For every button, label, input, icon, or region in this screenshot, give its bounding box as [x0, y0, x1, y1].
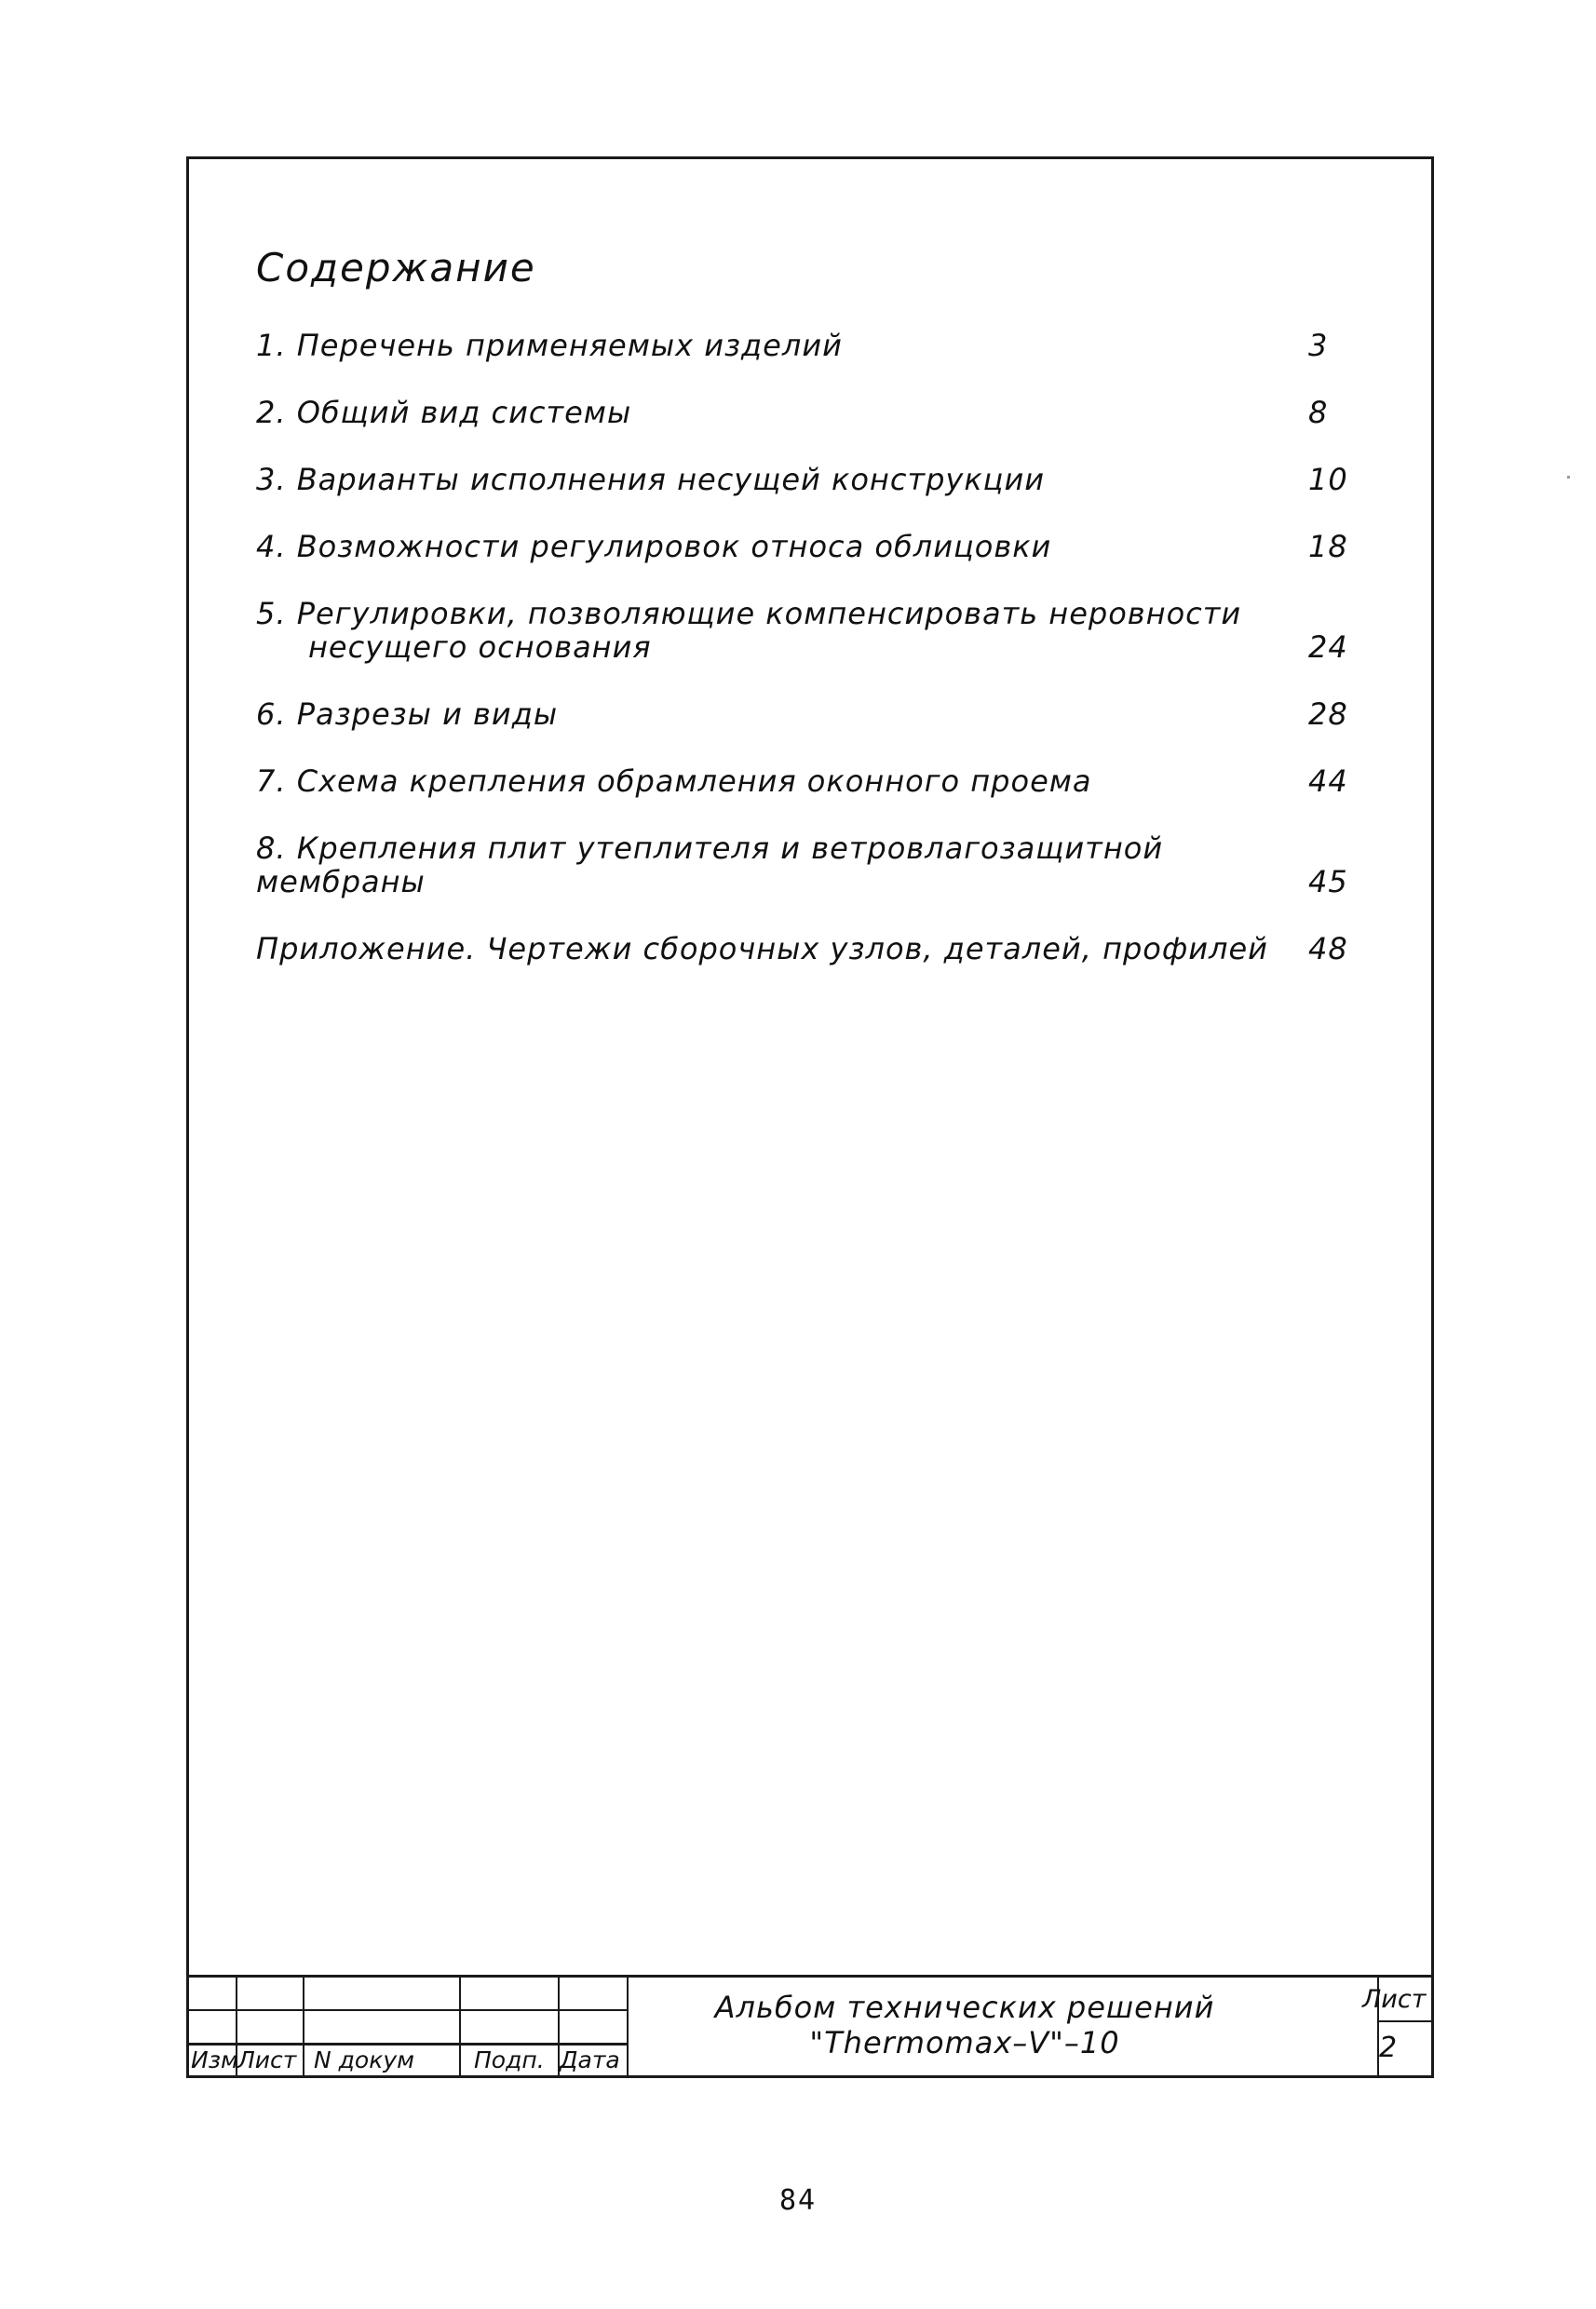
- toc-entry-text: [256, 596, 1242, 665]
- toc-entry-line: 2. Общий вид системы: [256, 395, 632, 430]
- stamp-label-izm: Изм: [191, 2046, 238, 2073]
- toc-entry-line: Приложение. Чертежи сборочных узлов, деталей, профилей: [256, 931, 1268, 966]
- sheet-number: 2: [1379, 2032, 1398, 2064]
- toc-entry-line: 6. Разрезы и виды: [256, 696, 559, 732]
- toc-entry-text: [256, 530, 1234, 563]
- scan-speck: [1567, 476, 1570, 479]
- toc-entry-line: 4. Возможности регулировок относа облицовки: [256, 529, 1052, 564]
- toc-entry-page: 10: [1308, 462, 1348, 497]
- toc-entry-page: 44: [1308, 763, 1348, 799]
- toc-entry-line: 8. Крепления плит утеплителя и ветровлагозащитной: [256, 830, 1164, 866]
- toc-entry-line: 7. Схема крепления обрамления оконного проема: [256, 763, 1092, 799]
- toc-entry-page: 8: [1308, 395, 1329, 430]
- toc-entry-line: 1. Перечень применяемых изделий: [256, 328, 843, 363]
- sheet-label: Лист: [1362, 1985, 1427, 2014]
- toc-entry-text: [256, 831, 1234, 898]
- toc-entry-text: [256, 697, 1234, 731]
- stamp-label-date: Дата: [560, 2046, 620, 2073]
- toc-entry-page: 3: [1308, 328, 1329, 363]
- toc-entry-text: [256, 329, 1234, 362]
- stamp-label-list: Лист: [237, 2046, 297, 2073]
- drawing-sheet: [186, 156, 1434, 2078]
- toc-title: Содержание: [256, 245, 536, 290]
- stamp-label-doc-number: N докум: [314, 2046, 414, 2073]
- toc-entry-line: 3. Варианты исполнения несущей конструкции: [256, 462, 1046, 497]
- toc-entry-page: 24: [1308, 629, 1348, 665]
- toc-entry-text: [256, 764, 1234, 798]
- toc-entry-line: 5. Регулировки, позволяющие компенсировать неровности: [256, 596, 1242, 631]
- album-title: Альбом технических решений: [714, 1990, 1215, 2025]
- toc-entry-line: мембраны: [256, 864, 426, 899]
- stamp-row-line: [189, 2009, 627, 2011]
- toc-entry-text: [256, 396, 1234, 429]
- stamp-row-line: [189, 2043, 627, 2046]
- stamp-divider: [303, 1978, 304, 2075]
- stamp-label-signature: Подп.: [474, 2046, 545, 2073]
- stamp-row-line: [1377, 2020, 1431, 2022]
- toc-entry-page: 28: [1308, 696, 1348, 732]
- toc-entry-line: несущего основания: [308, 629, 652, 665]
- title-block: [189, 1975, 1431, 2075]
- toc-entry-text: [256, 931, 1268, 966]
- toc-entry-page: 45: [1308, 864, 1348, 899]
- stamp-divider: [459, 1978, 461, 2075]
- toc-entry-page: 48: [1308, 931, 1348, 966]
- page-number: 84: [778, 2184, 818, 2217]
- toc-entry-page: 18: [1308, 529, 1348, 564]
- album-subtitle: "Thermomax–V"–10: [809, 2025, 1120, 2060]
- toc-entry-text: [256, 463, 1234, 496]
